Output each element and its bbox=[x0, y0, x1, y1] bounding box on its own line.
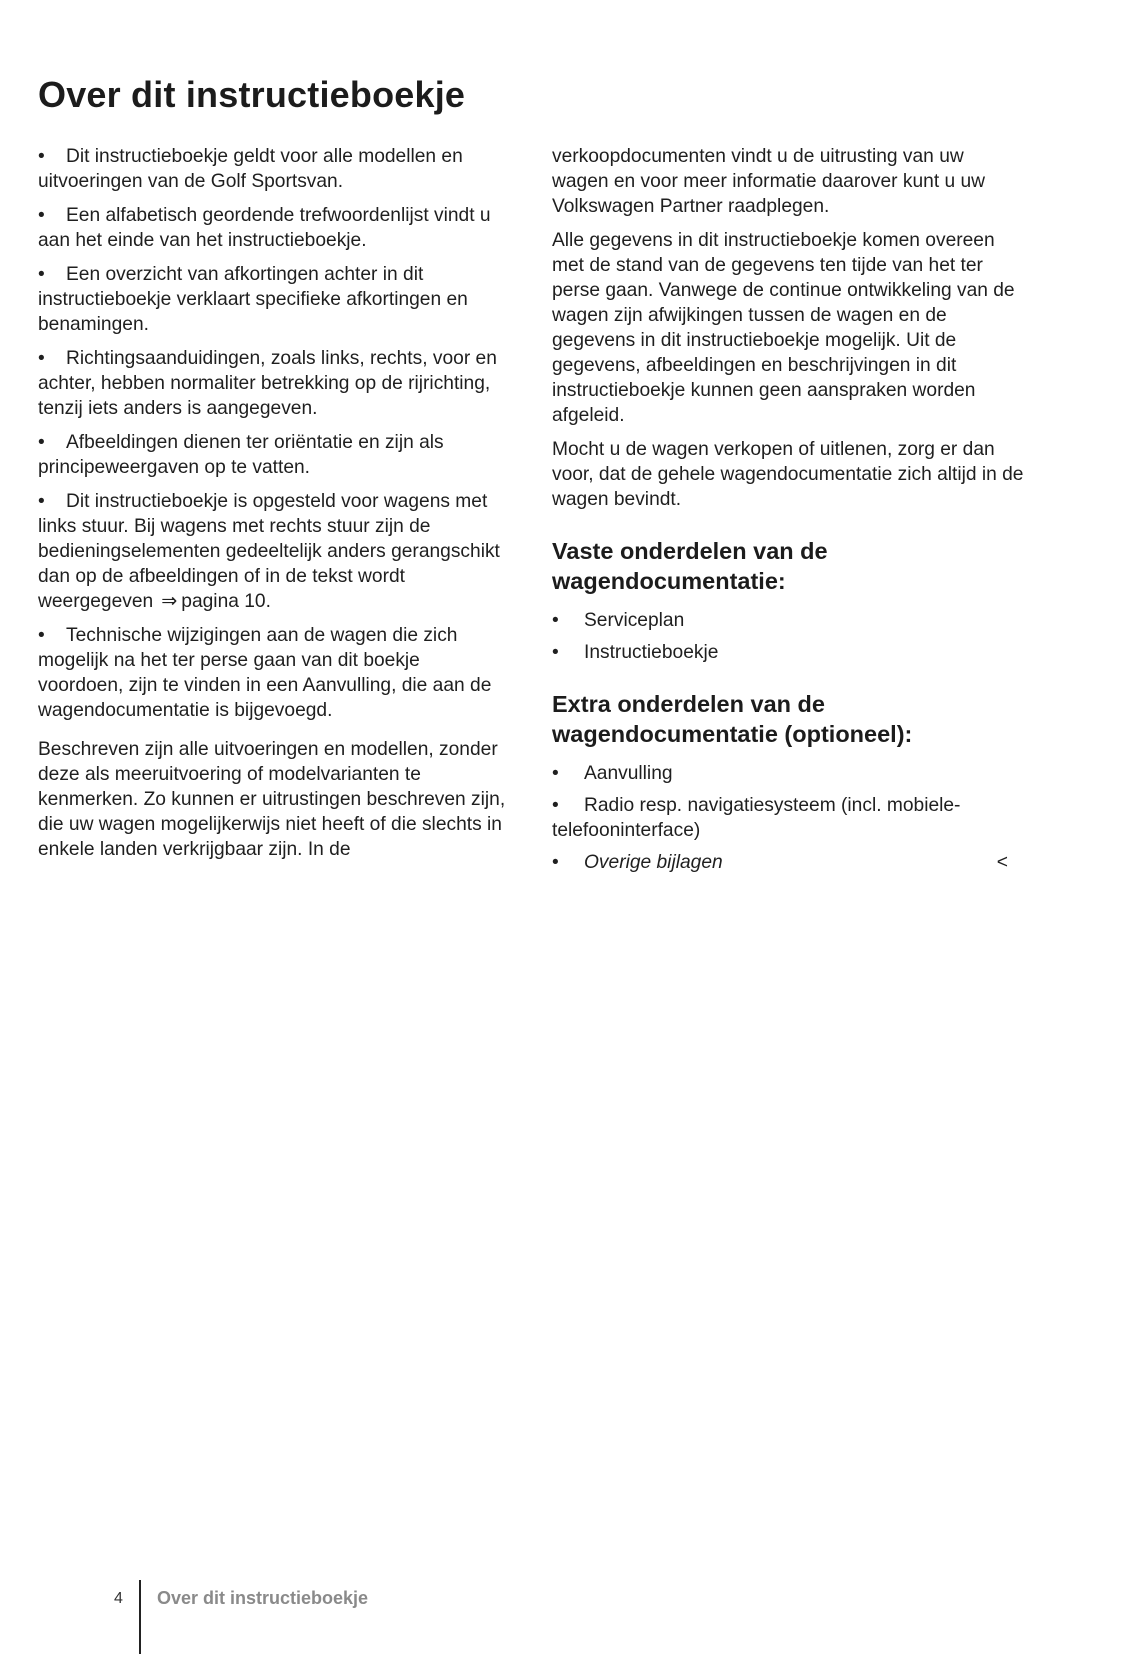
bullet-text: Dit instructieboekje geldt voor alle modellen en uitvoeringen van de Golf Sportsvan. bbox=[38, 146, 463, 192]
bullet-dot: • bbox=[38, 432, 45, 453]
page-title: Over dit instructieboekje bbox=[38, 74, 466, 115]
footer-divider bbox=[139, 1580, 141, 1654]
bullet-item bbox=[38, 623, 510, 723]
list-item bbox=[552, 608, 1024, 633]
list-item-text: Serviceplan bbox=[584, 610, 685, 631]
bullet-item bbox=[38, 144, 510, 194]
list-item bbox=[552, 761, 1024, 786]
bullet-text: Afbeeldingen dienen ter oriëntatie en zijn als principeweergaven op te vatten. bbox=[38, 432, 444, 478]
bullet-item bbox=[38, 430, 510, 480]
body-paragraph: Alle gegevens in dit instructieboekje komen overeen met de stand van de gegevens ten tijde van het ter perse gaan. Vanwege de continue ontwikkeling van de wagen zijn afwijkingen tussen de wagen en de gegevens in dit instructieboekje mogelijk. Uit de gegevens, afbeeldingen en beschrijvingen in dit instructieboekje kunnen geen aanspraken worden afgeleid. bbox=[552, 230, 1015, 426]
list-item-text: Radio resp. navigatiesysteem (incl. mobiele-telefooninterface) bbox=[552, 795, 961, 841]
bullet-dot: • bbox=[38, 491, 45, 512]
end-mark-icon: < bbox=[996, 852, 1008, 873]
list-item-text: Overige bijlagen bbox=[584, 852, 723, 873]
arrow-icon: ⇒ bbox=[161, 591, 178, 612]
list-item bbox=[552, 850, 1024, 875]
bullet-dot: • bbox=[38, 205, 45, 226]
right-column bbox=[552, 144, 1024, 882]
bullet-item bbox=[38, 489, 510, 614]
bullet-dot: • bbox=[38, 264, 45, 285]
bullet-dot: • bbox=[38, 146, 45, 167]
bullet-text: Technische wijzigingen aan de wagen die zich mogelijk na het ter perse gaan van dit boekje voordoen, zijn te vinden in een Aanvulling, die aan de wagendocumentatie is bijgevoegd. bbox=[38, 625, 492, 721]
bullet-item bbox=[38, 346, 510, 421]
page-footer bbox=[0, 1580, 1142, 1654]
body-paragraph: verkoopdocumenten vindt u de uitrusting van uw wagen en voor meer informatie daarover kunt u uw Volkswagen Partner raadplegen. bbox=[552, 146, 986, 217]
bullet-dot: • bbox=[38, 625, 45, 646]
bullet-dot: • bbox=[552, 642, 559, 663]
bullet-item bbox=[38, 262, 510, 337]
bullet-item bbox=[38, 203, 510, 253]
list-item-text: Aanvulling bbox=[584, 763, 673, 784]
section-heading: Extra onderdelen van de wagendocumentatie (optioneel): bbox=[552, 691, 913, 747]
bullet-dot: • bbox=[552, 852, 559, 873]
bullet-text: Een alfabetisch geordende trefwoordenlijst vindt u aan het einde van het instructieboekje. bbox=[38, 205, 491, 251]
bullet-dot: • bbox=[38, 348, 45, 369]
bullet-dot: • bbox=[552, 763, 559, 784]
bullet-text: Een overzicht van afkortingen achter in dit instructieboekje verklaart specifieke afkortingen en benamingen. bbox=[38, 264, 468, 335]
footer-title: Over dit instructieboekje bbox=[157, 1588, 369, 1608]
bullet-text: Dit instructieboekje is opgesteld voor wagens met links stuur. Bij wagens met rechts stuur zijn de bedieningselementen gedeeltelijk anders gerangschikt dan op de afbeeldingen of in de tekst wordt weergegeven bbox=[38, 491, 500, 612]
left-column bbox=[38, 144, 510, 871]
bullet-dot: • bbox=[552, 610, 559, 631]
body-paragraph: Beschreven zijn alle uitvoeringen en modellen, zonder deze als meeruitvoering of modelvarianten te kenmerken. Zo kunnen er uitrustingen beschreven zijn, die uw wagen mogelijkerwijs niet heeft of die slechts in enkele landen verkrijgbaar zijn. In de bbox=[38, 739, 506, 860]
list-item bbox=[552, 640, 1024, 665]
section-heading: Vaste onderdelen van de wagendocumentatie: bbox=[552, 538, 828, 594]
body-paragraph: Mocht u de wagen verkopen of uitlenen, zorg er dan voor, dat de gehele wagendocumentatie zich altijd in de wagen bevindt. bbox=[552, 439, 1024, 510]
bullet-dot: • bbox=[552, 795, 559, 816]
list-item-text: Instructieboekje bbox=[584, 642, 719, 663]
list-item bbox=[552, 793, 1024, 843]
page-reference-link[interactable]: pagina 10. bbox=[181, 591, 271, 612]
bullet-text: Richtingsaanduidingen, zoals links, rechts, voor en achter, hebben normaliter betrekking op de rijrichting, tenzij iets anders is aangegeven. bbox=[38, 348, 497, 419]
page-number: 4 bbox=[114, 1590, 123, 1607]
